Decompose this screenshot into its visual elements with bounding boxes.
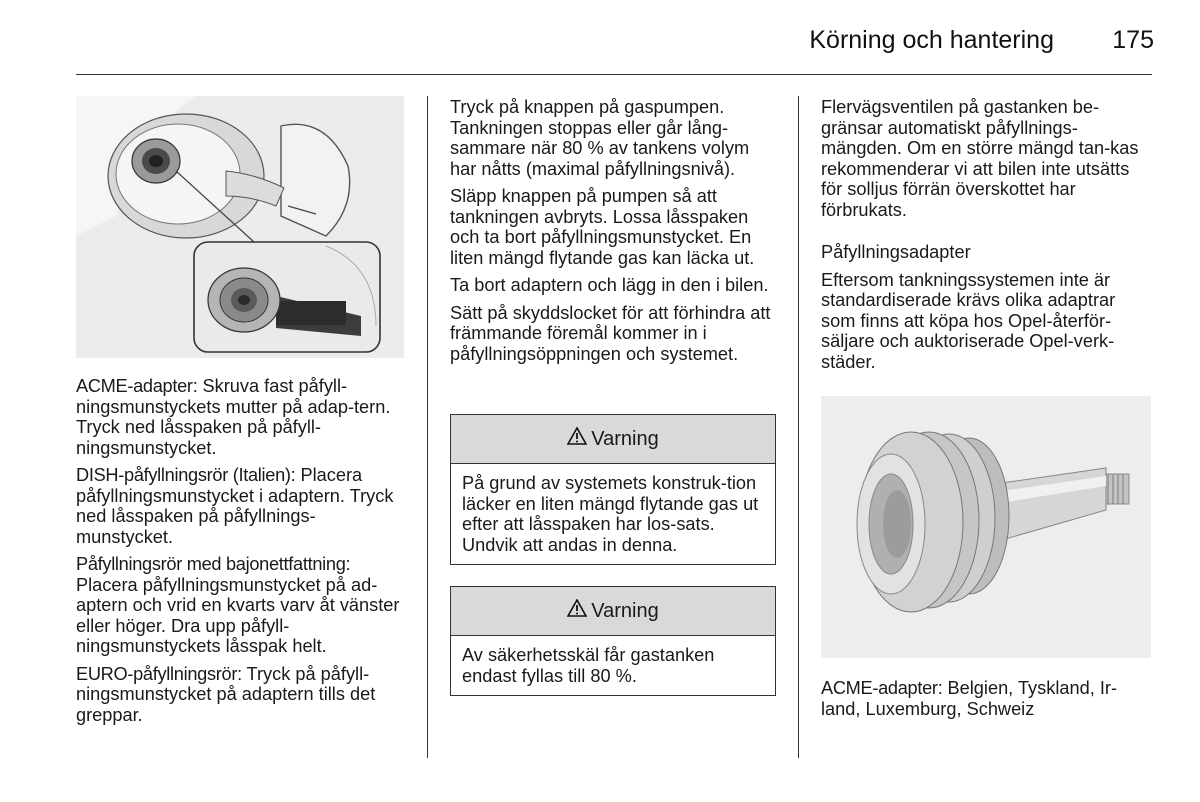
column-2-text <box>450 97 780 371</box>
term-label: EURO-påfyllningsrör: <box>76 663 242 684</box>
header-rule <box>76 74 1152 75</box>
warning-box-fill-limit <box>450 586 776 696</box>
acme-adapter-illustration <box>821 396 1151 658</box>
paragraph: Eftersom tankningssystemen inte är standardiserade krävs olika adaptrar som finns att köpa hos Opel-återför-säljare och auktoriserade Opel-verk-städer. <box>821 269 1116 372</box>
warning-title: Varning <box>591 427 659 450</box>
header-title: Körning och hantering <box>809 26 1054 54</box>
column-1-text <box>76 376 410 732</box>
term-label: DISH-påfyllningsrör (Italien): <box>76 465 296 485</box>
term-description: Tryck på påfyll-ningsmunstycket på adaptern tills det greppar. <box>76 663 376 725</box>
term-description: Belgien, Tyskland, Ir-land, Luxemburg, Schweiz <box>821 678 1118 719</box>
paragraph: Tryck på knappen på gaspumpen. Tankningen stoppas eller går lång-sammare när 80 % av tankens volym har nåtts (maximal påfyllningsnivå). <box>450 97 750 179</box>
warning-triangle-icon <box>567 427 587 451</box>
term-description: Placera påfyllningsmunstycket i adaptern. Tryck ned låsspaken på påfyllnings-munstycket. <box>76 465 394 547</box>
fuel-filler-drawing <box>76 96 404 358</box>
figure-caption <box>821 678 1153 726</box>
term-description: Placera påfyllningsmunstycket på ad-aptern och vrid en kvarts varv åt vänster eller höger. Dra upp påfyll-ningsmunstyckets låsspak helt. <box>76 574 400 656</box>
warning-title: Varning <box>591 599 659 622</box>
warning-header <box>451 415 775 464</box>
fuel-filler-illustration <box>76 96 404 358</box>
warning-triangle-icon <box>567 599 587 623</box>
list-item <box>76 465 410 547</box>
column-3-text <box>821 97 1153 379</box>
caption-text <box>821 678 1153 719</box>
term-label: ACME-adapter: <box>76 376 198 396</box>
page-number: 175 <box>1112 26 1154 54</box>
list-item <box>76 376 410 458</box>
paragraph: Ta bort adaptern och lägg in den i bilen. <box>450 275 769 295</box>
section-heading: Påfyllningsadapter <box>821 242 971 262</box>
column-divider-left <box>427 96 428 758</box>
list-item <box>76 664 410 726</box>
warning-text: Av säkerhetsskäl får gastanken endast fyllas till 80 %. <box>462 645 715 686</box>
term-description: Skruva fast påfyll-ningsmunstyckets mutter på adap-tern. Tryck ned låsspaken på påfyll-ningsmunstycket. <box>76 376 391 458</box>
paragraph: Sätt på skyddslocket för att förhindra att främmande föremål kommer in i påfyllningsöppningen och systemet. <box>450 302 771 364</box>
paragraph: Flervägsventilen på gastanken be-gränsar automatiskt påfyllnings-mängden. Om en större mängd tan-kas rekommenderar vi att bilen inte utsätts för solljus förrän överskottet har förbrukats. <box>821 97 1139 220</box>
acme-adapter-drawing <box>821 396 1151 658</box>
term-label: ACME-adapter: <box>821 678 943 698</box>
paragraph: Släpp knappen på pumpen så att tankningen avbryts. Lossa låsspaken och ta bort påfyllningsmunstycket. En liten mängd flytande gas kan läcka ut. <box>450 186 755 268</box>
term-label: Påfyllningsrör med bajonettfattning: <box>76 554 351 574</box>
warning-box-gas-leak <box>450 414 776 565</box>
warning-header <box>451 587 775 636</box>
column-divider-right <box>798 96 799 758</box>
warning-text: På grund av systemets konstruk-tion läcker en liten mängd flytande gas ut efter att låsspaken har los-sats. Undvik att andas in denna. <box>462 473 759 555</box>
list-item <box>76 554 410 657</box>
